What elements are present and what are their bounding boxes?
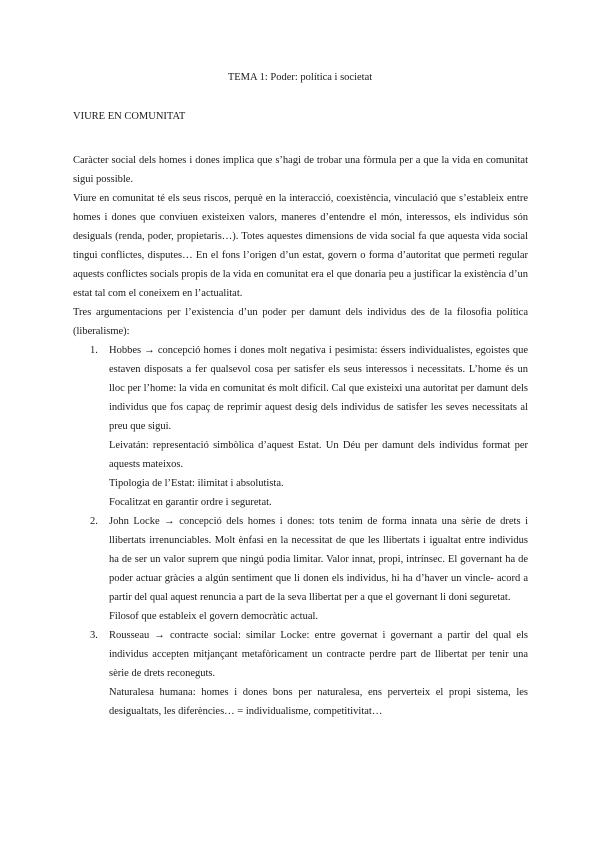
list-number: 2. — [90, 516, 98, 527]
list-number: 1. — [90, 345, 98, 356]
list-item — [73, 341, 528, 512]
list-paragraph: Tipologia de l’Estat: ilimitat i absolutista. — [109, 478, 284, 489]
list-paragraph: Filosof que estableix el govern democràtic actual. — [109, 611, 319, 622]
list-item — [73, 512, 528, 626]
document-body — [73, 151, 528, 721]
document-title: TEMA 1: Poder: política i societat — [227, 72, 373, 83]
argument-list — [73, 341, 528, 721]
paragraph: Viure en comunitat té els seus riscos, perquè en la interacció, coexistència, vinculació que s’estableix entre homes i dones que conviuen existeixen valors, maneres d’entendre el món, interessos, els individus són desiguals (renda, poder, propietaris…). Totes aquestes dimensions de vida social fa que aquesta vida social tingui conflictes, disputes… En el fons l’origen d’un estat, govern o forma d’autoritat que permeti regular aquests conflictes socials propis de la vida en comunitat era el que donaria peu a justificar la existència d’un estat tal com el coneixem en l’actualitat. — [73, 193, 528, 299]
list-paragraph: Hobbes → concepció homes i dones molt negativa i pesimista: éssers individualistes, egoistes que estaven disposats a fer qualsevol cosa per satisfer els seus interessos i necessitats. L’home és un lloc per l’home: la vida en comunitat és molt difícil. Cal que existeixi una autoritat per damunt dels individus que fos capaç de reprimir aquest desig dels individus de satisfer les seves necessitats al preu que sigui. — [109, 345, 528, 432]
list-paragraph: John Locke → concepció dels homes i dones: tots tenim de forma innata una sèrie de drets i llibertats irrenunciables. Molt ènfasi en la necessitat de que les llibertats i igualtat entre individus ha de ser un valor suprem que ningú podia limitar. Valor innat, propi, intrínsec. El governant ha de poder actuar gràcies a algún sentiment que li donen els individus, hi ha d’haver un vincle- acord a partir del qual aquest renuncia a part de la seva llibertat per a que el governant li doni seguretat. — [109, 516, 528, 603]
section-heading: VIURE EN COMUNITAT — [73, 111, 186, 122]
paragraph: Tres argumentacions per l’existencia d’un poder per damunt dels individus des de la filosofia política (liberalisme): — [73, 307, 528, 337]
list-paragraph: Rousseau → contracte social: similar Locke: entre governat i governant a partir del qual els individus accepten mitjançant metafòricament un contracte perdre part de llibertat per tenir una sèrie de drets reconeguts. — [109, 630, 528, 679]
list-number: 3. — [90, 630, 98, 641]
list-paragraph: Focalitzat en garantir ordre i seguretat. — [109, 497, 272, 508]
list-paragraph: Naturalesa humana: homes i dones bons per naturalesa, ens perverteix el propi sistema, les desigualtats, les diferències… = individualisme, competitivitat… — [109, 687, 528, 717]
list-item — [73, 626, 528, 721]
list-paragraph: Leivatán: representació simbòlica d’aquest Estat. Un Déu per damunt dels individus format per aquests mateixos. — [109, 440, 528, 470]
paragraph: Caràcter social dels homes i dones implica que s’hagi de trobar una fòrmula per a que la vida en comunitat sigui possible. — [73, 155, 528, 185]
